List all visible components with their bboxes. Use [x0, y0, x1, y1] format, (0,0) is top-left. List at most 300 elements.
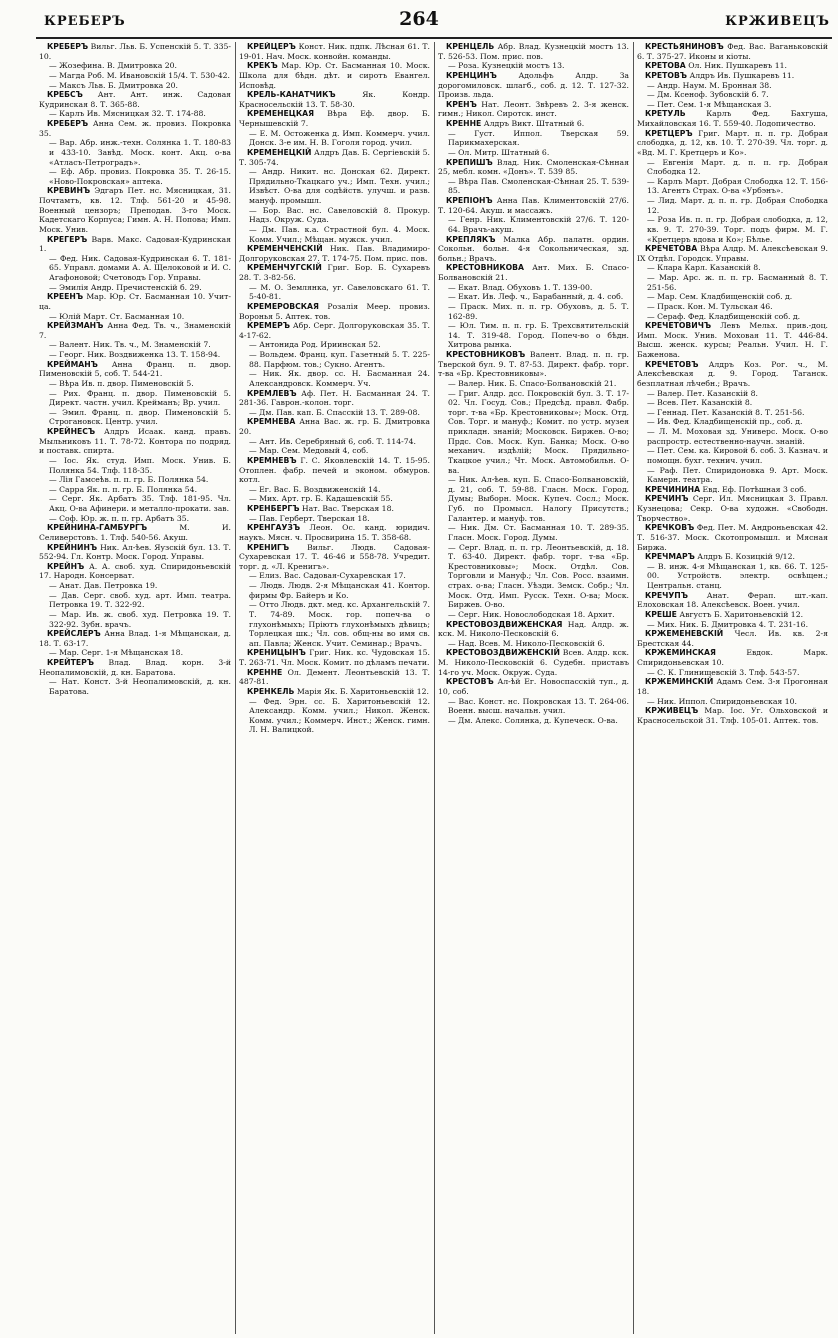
entry-surname: КРЕМЕНЧЕНСКІЙ — [247, 244, 323, 254]
entry-surname: КРЕЧЕТОВИЧЪ — [645, 321, 712, 331]
entry-details: — Роза. Кузнецкій мостъ 13. — [448, 61, 565, 71]
entry-surname: КРЕТОВА — [645, 61, 686, 71]
entry-surname: КРЕПІОНЪ — [446, 196, 493, 205]
entry-details: — С. К. Глинищевскій 3. Тлф. 543-57. — [647, 667, 800, 677]
directory-entry — [239, 340, 430, 350]
entry-details: Вильг. Льв. Б. Успенскій 5. Т. 335-10. — [39, 42, 231, 61]
entry-details: — Мар. Сем. Медовый 4, соб. — [249, 446, 369, 456]
directory-entry — [637, 446, 828, 465]
column-2 — [235, 42, 434, 1334]
entry-details: — Густ. Иппол. Тверская 59. Парикмахерская. — [448, 128, 629, 148]
page-header — [0, 4, 838, 38]
directory-entry — [637, 466, 828, 485]
entry-details: — Антонида Род. Ириинская 52. — [249, 340, 381, 350]
entry-details: — Пет. Сем. кa. Кировой б. соб. 3. Казнач. и помощн. бухг. технич. учил. — [647, 446, 828, 465]
entry-surname: КРЕЧУПЪ — [645, 590, 688, 600]
directory-entry — [239, 668, 430, 687]
entry-details: Анат. Ферап. шт.-кап. Елоховская 18. Алексѣевск. Воен. учил. — [637, 590, 829, 610]
entry-surname: КРЕКЪ — [247, 61, 278, 71]
directory-entry — [637, 706, 828, 725]
directory-entry — [239, 283, 430, 302]
directory-entry — [39, 610, 231, 629]
directory-entry — [239, 389, 430, 408]
entry-details: Ник. Пав. Владимиро-Долгоруковская 27. Т. 174-75. Пом. прис. пов. — [239, 244, 430, 263]
entry-details: Анна Вас. ж. гр. Б. Дмитровка 20. — [239, 417, 430, 436]
directory-entry — [438, 716, 629, 726]
entry-details: — Валер. Пет. Казанскій 8. — [647, 388, 758, 398]
entry-details: Як. Кондр. Красносельскій 13. Т. 58-30. — [239, 90, 430, 109]
entry-surname: КРЕННЕ — [247, 667, 283, 677]
entry-details: Леон. Ос. канд. юридич. наукъ. Мясн. ч. Просвирина 15. Т. 358-68. — [239, 523, 430, 542]
directory-entry — [438, 283, 629, 293]
directory-entry — [39, 494, 231, 513]
directory-entry — [637, 100, 828, 110]
entry-details: — Дм. Пав. кап. Б. Спасскій 13. Т. 289-08. — [249, 407, 420, 417]
entry-details: — Андр. Никит. нс. Донская 62. Директ. Прядильно-Ткацкаго уч.; Имп. Техн. учил.; Извѣст. О-ва для содѣйств. улучш. и разв. мануф. промышл. — [249, 167, 430, 205]
directory-entry — [39, 677, 231, 696]
directory-entry — [637, 244, 828, 263]
entry-details: Левъ Мельх. прив.-доц. Имп. Моск. Унив. Моховая 11. Т. 446-84. Высш. женск. курсы; Реальн. Учил. Н. Г. Баженова. — [637, 321, 828, 359]
entry-details: Вильг. Людв. Садовая-Сухаревская 17. Т. 46-46 и 558-78. Учредит. торг. д. «Л. Кренигъ». — [239, 542, 430, 571]
directory-entry — [39, 81, 231, 91]
directory-entry — [239, 571, 430, 581]
directory-entry — [39, 475, 231, 485]
directory-entry — [637, 321, 828, 360]
directory-entry — [39, 648, 231, 658]
directory-entry — [239, 600, 430, 648]
directory-entry — [438, 119, 629, 129]
directory-entry — [39, 235, 231, 254]
directory-entry — [438, 129, 629, 148]
entry-details: — Е. М. Остоженка д. Имп. Коммерч. учил. Донск. 3-е им. Н. В. Гоголя город. учил. — [249, 128, 430, 148]
directory-entry — [239, 514, 430, 524]
entry-surname: КРЕБЕРЪ — [47, 42, 89, 51]
entry-details: Фед. Пет. М. Андроньевская 42. Т. 516-37. Моск. Скотопромышл. и Мясная Биржа. — [637, 523, 828, 552]
directory-entry — [239, 697, 430, 736]
directory-entry — [239, 61, 430, 90]
directory-entry — [637, 42, 828, 61]
entry-details: Алдръ Дав. Б. Сергіевскій 5. Т. 305-74. — [239, 147, 431, 167]
directory-entry — [637, 494, 828, 523]
entry-details: Августъ Б. Харитоньевскій 12. — [679, 609, 804, 619]
entry-surname: КРЕСТОВНИКОВЪ — [446, 350, 526, 359]
directory-entry — [39, 427, 231, 456]
entry-details: — Ол. Митр. Штатный 6. — [448, 147, 550, 157]
entry-details: Абр. Влад. Кузнецкій мостъ 13. Т. 526-53. Пом. прис. пов. — [438, 42, 629, 61]
directory-entry — [637, 408, 828, 418]
header-rule — [36, 37, 832, 39]
entry-surname: КРЕЛЬ-КАНАТЧИКЪ — [247, 90, 336, 100]
entry-details: Мар. Юр. Ст. Басманная 10. Моск. Школа для бѣдн. дѣт. и сиротъ Евангел. Исповѣд. — [239, 61, 430, 90]
entry-details: — Праск. Кон. М. Тульская 46. — [647, 301, 773, 311]
entry-details: Ол. Демент. Леонтьевскій 13. Т. 487-81. — [239, 667, 430, 687]
directory-entry — [637, 81, 828, 91]
directory-entry — [637, 610, 828, 620]
directory-entry — [39, 581, 231, 591]
entry-details: — Ив. Фед. Кладбищенскій пр., соб. д. — [647, 417, 803, 427]
entry-surname: КРЕЙНЪ — [47, 561, 85, 571]
directory-entry — [39, 138, 231, 167]
entry-surname: КРЕЧМАРЪ — [645, 552, 695, 562]
entry-details: Алдръ Исаак. канд. правъ. Мыльниковъ 11. Т. 78-72. Контора по подряд. и поставк. спирта. — [39, 427, 231, 456]
entry-details: Ант. Ант. инж. Садовая Кудринская 8. Т. 365-88. — [39, 90, 232, 109]
entry-details: М. И. Селиверстовъ. 1. Тлф. 540-56. Акуш. — [39, 523, 231, 542]
entry-details: — Мих. Арт. гр. Б. Кадашевскій 55. — [249, 494, 393, 504]
entry-surname: КРЕШЕ — [645, 609, 677, 619]
entry-details: — Ег. Вас. Б. Воздвиженскій 14. — [249, 484, 381, 494]
entry-details: Мар. Юр. Ст. Басманная 10. Учит-ца. — [39, 292, 231, 311]
directory-entry — [239, 263, 430, 282]
entry-details: Вѣра Еф. двор. Б. Чернышевскій 7. — [239, 109, 430, 128]
directory-entry — [239, 225, 430, 244]
directory-entry — [637, 648, 828, 667]
entry-details: Чесл. Ив. кв. 2-я Брестская 44. — [637, 629, 828, 648]
directory-entry — [239, 417, 430, 436]
directory-entry — [239, 648, 430, 667]
entry-surname: КРЕЧИНИНА — [645, 484, 701, 494]
entry-surname: КРЕНИЦЫНЪ — [247, 648, 306, 658]
entry-surname: КРЕМНЕВЪ — [247, 455, 297, 465]
entry-details: Алдръ Ив. Пушкаревъ 11. — [689, 70, 795, 80]
directory-entry — [438, 389, 629, 476]
entry-details: — Жозефина. В. Дмитровка 20. — [49, 61, 177, 71]
entry-details: Анна Пав. Климентовскій 27/6. Т. 120-64. Акуш. и массажъ. — [438, 196, 629, 215]
directory-entry — [637, 697, 828, 707]
directory-entry — [39, 485, 231, 495]
directory-entry — [637, 215, 828, 244]
entry-details: — Лид. Март. д. п. п. гр. Добрая Слободка 12. — [647, 196, 828, 215]
entry-details: Валент. Влад. п. п. гр. Тверской бул. 9. Т. 87-53. Директ. фабр. торг. т-ва «Бр. Крестовниковы». — [438, 350, 629, 379]
entry-surname: КРЖЕМИНСКАЯ — [645, 648, 716, 658]
directory-entry — [39, 61, 231, 71]
entry-details: — Бор. Вас. нс. Савеловскій 8. Прокур. Надз. Окруж. Суда. — [249, 205, 430, 225]
entry-details: Г. С. Яковлевскій 14. Т. 15-95. Отоплен. фабр. печей и эконом. обмуров. котл. — [239, 455, 430, 485]
entry-details: — Магда Роб. М. Ивановскій 15/4. Т. 530-42. — [49, 70, 230, 80]
entry-details: — Всев. Пет. Казанскій 8. — [647, 398, 753, 408]
entry-details: — Фед. Ник. Садовая-Кудринская 6. Т. 181-65. Управл. домами А. А. Щелоковой и И. С. Агафоновой; Счетоводъ Гор. Управы. — [49, 253, 231, 282]
directory-entry — [438, 350, 629, 379]
directory-entry — [239, 485, 430, 495]
entry-details: — Вѣра Ив. п. двор. Пименовскій 5. — [49, 378, 194, 388]
entry-details: Анна Сем. ж. провиз. Покровка 35. — [39, 119, 231, 138]
entry-details: — Л. М. Моховая зд. Универс. Моск. О-во распростр. естественно-научн. знаній. — [647, 427, 828, 446]
directory-entry — [438, 42, 629, 61]
directory-entry — [637, 389, 828, 399]
directory-entry — [39, 591, 231, 610]
directory-entry — [637, 398, 828, 408]
entry-surname: КРЕЙСЛЕРЪ — [47, 629, 101, 639]
entry-surname: КРЕЙНИНА-ГАМБУРГЪ — [47, 523, 148, 533]
entry-details: Марія Як. Б. Харитоньевскій 12. — [296, 686, 429, 696]
entry-details: — Над. Всев. М. Николо-Песковскій 6. — [448, 638, 605, 648]
entry-details: — Серг. Влад. п. п. гр. Леонтьевскій, д. 18. Т. 63-40. Директ. фабр. торг. т-ва «Бр. Крестовниковы»; Моск. Отдѣл. Сов. Торговли и Мануф.; Чл. Сов. Росс. взаимн. страх. о-ва; Гласн. Уѣзди. Земск. Собр.; Чл. Моск. Отд. Имп. Русск. Техн. О-ва; Моск. Биржев. О-во. — [448, 542, 629, 610]
entry-details: — Максъ Льв. Б. Дмитровка 20. — [49, 80, 178, 90]
entry-details: — М. О. Землянка, уг. Савеловскаго 61. Т. 5-40-81. — [249, 282, 430, 302]
entry-surname: КРЕНИГЪ — [247, 542, 290, 552]
directory-entry — [39, 658, 231, 677]
entry-surname: КРЕЙНЕСЪ — [47, 427, 96, 436]
directory-entry — [438, 639, 629, 649]
directory-entry — [637, 312, 828, 322]
directory-entry — [637, 360, 828, 389]
entry-details: — Мар. Ив. ж. своб. худ. Петровка 19. Т. 322-92. Зубн. врачъ. — [49, 609, 231, 629]
entry-details: Анна Фед. Тв. ч., Знаменскій 7. — [39, 321, 231, 340]
entry-details: — Праск. Мих. п. п. гр. Обуховъ, д. 5. Т. 162-89. — [448, 301, 629, 321]
directory-entry — [438, 100, 629, 119]
entry-details: — Дм. Пав. к.а. Страстной бул. 4. Моск. Комм. Учил.; Мѣщан. мужск. учил. — [249, 224, 430, 244]
directory-entry — [438, 235, 629, 264]
directory-entry — [39, 379, 231, 389]
entry-details: — Эмил. Франц. п. двор. Пименовскій 5. Строгановск. Центр. учил. — [49, 407, 231, 427]
entry-surname: КРЕЙНИНЪ — [47, 542, 98, 552]
directory-entry — [637, 158, 828, 177]
entry-details: Анна Франц. п. двор. Пименовскій 5, соб. Т. 544-21. — [39, 359, 231, 379]
directory-entry — [637, 485, 828, 495]
directory-entry — [239, 369, 430, 388]
directory-entry — [637, 427, 828, 446]
directory-entry — [438, 148, 629, 158]
directory-entry — [637, 177, 828, 196]
entry-surname: КРЕБЕРЪ — [47, 119, 89, 128]
entry-details: — Карлъ Ив. Мясницкая 32. Т. 174-88. — [49, 109, 206, 119]
directory-entry — [637, 591, 828, 610]
directory-entry — [438, 263, 629, 282]
directory-entry — [39, 186, 231, 234]
entry-surname: КРЕЧЕТОВА — [645, 244, 698, 254]
entry-surname: КРЕМЕНЧУГСКІЙ — [247, 263, 322, 273]
entry-details: Алдръ Б. Козицкій 9/12. — [697, 552, 795, 562]
entry-details: Нат. Леонт. Звѣревъ 2. 3-я женск. гимн.; Никол. Сиротск. инст. — [438, 99, 630, 119]
column-4 — [633, 42, 832, 1334]
directory-entry — [438, 475, 629, 523]
entry-surname: КРЕННЕ — [446, 119, 482, 128]
directory-entry — [239, 494, 430, 504]
entry-details: — Нат. Конст. 3-й Неопалимовскій, д. кн. Баратова. — [49, 677, 231, 696]
entry-details: — Ник. Ал-ѣев. куп. Б. Спасо-Болвановскій, д. 21, соб. Т. 59-88. Гласн. Моск. Город. Думы; Выборн. Моск. Купеч. Сосл.; Моск. Губ. по Промысл. Налогу Присутств.; Галантер. и мануф. тов. — [448, 475, 629, 523]
directory-entry — [239, 581, 430, 600]
entry-surname: КРЕТУЛЬ — [645, 109, 686, 119]
entry-details: — Карлъ Март. Добрая Слободка 12. Т. 156-13. Агентъ Страх. О-ва «Урбэнъ». — [647, 176, 828, 196]
entry-details: — Юлій Март. Ст. Басманная 10. — [49, 311, 185, 321]
directory-entry — [438, 292, 629, 302]
entry-details: Влад. Ник. Смоленская-Сѣнная 25, мебл. комн. «Донъ». Т. 539 85. — [438, 157, 629, 177]
directory-entry — [239, 129, 430, 148]
directory-entry — [637, 196, 828, 215]
entry-details: Мар. Іос. Уг. Ольховской и Красносельской 31. Тлф. 105-01. Аптек. тов. — [637, 706, 828, 725]
entry-details: — Дм. Ксеноф. Зубовскій б. 7. — [647, 90, 769, 100]
directory-entry — [39, 408, 231, 427]
entry-details: Ант. Мих. Б. Спасо-Болвановскій 21. — [438, 263, 629, 282]
directory-entry — [39, 523, 231, 542]
entry-details: — Евгенія Март. д. п. п. гр. Добрая Слободка 12. — [647, 157, 828, 177]
entry-surname: КРЕВИНЪ — [47, 186, 91, 196]
directory-entry — [637, 417, 828, 427]
directory-entry — [239, 446, 430, 456]
directory-entry — [39, 321, 231, 340]
entry-details: Фед. Вас. Ваганьковскій 6. Т. 375-27. Иконы и кіоты. — [637, 42, 828, 61]
entry-surname: КРЕНБЕРГЪ — [247, 504, 300, 513]
directory-entry — [438, 177, 629, 196]
entry-details: Анна Влад. 1-я Мѣщанская, д. 18. Т. 63-17. — [39, 629, 231, 648]
entry-details: Аф. Пет. Н. Басманная 24. Т. 281-36. Гаврон.-колон. торг. — [239, 388, 430, 408]
entry-details: Григ. Ник. кс. Чудовская 15. Т. 263-71. Чл. Моск. Комит. по дѣламъ печати. — [239, 648, 430, 667]
directory-entry — [239, 523, 430, 542]
directory-entry — [637, 552, 828, 562]
entry-details: — Отто Людв. дкт. мед. кс. Архангельскій 7. Т. 74-89. Моск. гор. попеч-ва о глухонѣмыхъ; Пріютъ глухонѣмыхъ дѣвицъ; Торлецкая шк.; Чл. сов. общ-ны во имя св. ап. Павла; Женск. Учит. Семинар.; Врачъ. — [249, 600, 430, 648]
entry-details: Алдръ Коз. Рог. ч., М. Алексѣевская д. 9. Город. Таганск. безплатная лѣчебн.; Врачъ. — [637, 359, 828, 388]
entry-surname: КРЕЙЦЕРЪ — [247, 42, 296, 51]
directory-entry — [438, 697, 629, 716]
directory-entry — [39, 254, 231, 283]
directory-entry — [39, 119, 231, 138]
entry-surname: КРЕЙТЕРЪ — [47, 658, 94, 667]
entry-details: — Андр. Наум. М. Бронная 38. — [647, 80, 772, 90]
entry-surname: КРЕПЛЯКЪ — [446, 234, 496, 244]
directory-entry — [239, 456, 430, 485]
entry-details: — Еф. Абр. провиз. Покровка 35. Т. 26-15. «Ново-Покровская» аптека. — [49, 167, 231, 186]
directory-entry — [39, 360, 231, 379]
entry-details: Конст. Ник. пдпк. Лѣсная 61. Т. 19-01. Нач. Моск. конвойн. команды. — [239, 42, 431, 61]
entry-details: — Эмилія Андр. Пречистенскій б. 29. — [49, 282, 202, 292]
entry-details: — Вар. Абр. инж.-техн. Солянка 1. Т. 180-83 и 433-10. Завѣд. Моск. конт. Акц. о-ва «Атласъ-Петроградъ». — [49, 138, 231, 167]
entry-details: — Валер. Ник. Б. Спасо-Болвановскій 21. — [448, 378, 617, 388]
running-head-right: КРЖИВЕЦЪ — [725, 14, 830, 29]
directory-entry — [239, 167, 430, 206]
directory-entry — [637, 302, 828, 312]
directory-entry — [438, 61, 629, 71]
entry-surname: КРЕНКЕЛЬ — [247, 686, 295, 696]
entry-surname: КРЕМЛЕВЪ — [247, 388, 297, 398]
entry-details: — Геннад. Пет. Казанскій 8. Т. 251-56. — [647, 407, 805, 417]
entry-details: Адамъ Сем. 3-я Прогонная 18. — [637, 677, 828, 696]
entry-surname: КРЕМЕНЕЦКІЙ — [247, 147, 312, 157]
directory-entry — [637, 562, 828, 591]
directory-entry — [39, 350, 231, 360]
directory-entry — [438, 379, 629, 389]
entry-surname: КРЕЧЕТОВЪ — [645, 359, 699, 369]
directory-entry — [637, 71, 828, 81]
entry-surname: КРЖЕМЕНЕВСКІЙ — [645, 629, 724, 639]
directory-entry — [438, 158, 629, 177]
entry-details: — Мар. Сем. Кладбищенскій соб. д. — [647, 292, 793, 302]
entry-surname: КРЕМНЕВА — [247, 417, 296, 427]
directory-entry — [239, 543, 430, 572]
directory-entry — [239, 244, 430, 263]
entry-details: — Генр. Ник. Климентовскій 27/6. Т. 120-64. Врачъ-акуш. — [448, 215, 629, 234]
entry-details: Алдръ Викт. Штатный 6. — [483, 119, 585, 128]
entry-details: — Дав. Серг. своб. худ. арт. Имп. театра. Петровка 19. Т. 322-92. — [49, 590, 231, 610]
directory-entry — [438, 523, 629, 542]
entry-surname: КРЕБСЪ — [47, 90, 83, 100]
entry-details: Влад. Влад. корн. 3-й Неопалимовскій, д. кн. Баратова. — [39, 658, 231, 677]
directory-entry — [637, 292, 828, 302]
directory-entry — [39, 389, 231, 408]
directory-entry — [39, 340, 231, 350]
entry-details: — Пав. Герберт. Тверская 18. — [249, 513, 370, 523]
entry-surname: КРЖЕМИНСКІЙ — [645, 677, 714, 687]
entry-details: — Сарра Як. п. п. гр. Б. Полянка 54. — [49, 484, 198, 494]
directory-entry — [39, 562, 231, 581]
entry-details: Адольфъ Алдр. За дорогомиловск. шлагб., соб. д. 12. Т. 127-32. Произв. льда. — [438, 70, 629, 100]
directory-entry — [637, 620, 828, 630]
entry-details: Абр. Серг. Долгоруковская 35. Т. 4-17-62. — [239, 321, 430, 340]
column-1 — [36, 42, 235, 1334]
entry-details: Вѣра Алдр. М. Алексѣевская 9. IX Отдѣл. Городск. Управы. — [637, 244, 828, 263]
entry-details: Малка Абр. палатн. ордин. Сокольн. больн. 4-я Сокольническая, зд. больн.; Врачъ. — [438, 234, 629, 263]
directory-entry — [637, 90, 828, 100]
directory-entry — [239, 350, 430, 369]
directory-entry — [438, 302, 629, 321]
entry-details: — Валент. Ник. Тв. ч., М. Знаменскій 7. — [49, 340, 211, 350]
entry-details: Ол. Ник. Пушкаревъ 11. — [688, 61, 787, 71]
entry-details: — Вѣра Пав. Смоленская-Сѣнная 25. Т. 539-85. — [448, 176, 629, 196]
entry-details: — В. инж. 4-я Мѣщанская 1, кв. 66. Т. 125-00. Устройств. электр. освѣщен.; Центральн. станц. — [647, 561, 828, 590]
entry-details: Над. Алдр. ж. кск. М. Николо-Песковскій 6. — [438, 619, 629, 639]
entry-details: Всев. Алдр. кск. М. Николо-Песковскій 6. Судебн. приставъ 14-го уч. Моск. Окруж. Суда. — [438, 648, 629, 677]
column-3 — [434, 42, 633, 1334]
entry-details: — Серг. Як. Арбатъ 35. Тлф. 181-95. Чл. Акц. О-ва Афинери. и металло-прокати. зав. — [49, 494, 231, 513]
directory-entry — [438, 543, 629, 610]
columns-area — [36, 42, 832, 1334]
entry-surname: КРЕСТОВНИКОВА — [446, 263, 524, 273]
entry-details: — Анат. Дав. Петровка 19. — [49, 581, 158, 590]
entry-surname: КРЕТОВЪ — [645, 70, 688, 80]
directory-entry — [637, 677, 828, 696]
entry-details: Ал-ѣй Ег. Новоспасскій туп., д. 10, соб. — [438, 677, 629, 696]
entry-details: — Ник. Иппол. Спиридоньевская 10. — [647, 696, 797, 706]
entry-surname: КРЕМЕРЪ — [247, 321, 290, 331]
directory-entry — [239, 687, 430, 697]
entry-surname: КРЕЧКОВЪ — [645, 523, 695, 533]
entry-details: — Лія Гамсеѣв. п. п. гр. Б. Полянка 54. — [49, 475, 209, 485]
directory-entry — [637, 61, 828, 71]
entry-details: — Іос. Як. студ. Имп. Моск. Унив. Б. Полянка 54. Тлф. 118-35. — [49, 455, 231, 475]
directory-entry — [239, 109, 430, 128]
entry-details: — Рих. Франц. п. двор. Пименовскій 5. Директ. частн. учил. Крейманъ; Вр. учил. — [49, 388, 231, 408]
entry-details: — Фед. Эрн. сс. Б. Харитоньевскій 12. Александр. Комм. учил.; Никол. Женск. Комм. учил.; Коммерч. Инст.; Женск. гимн. Л. Н. Валицкой. — [249, 696, 430, 735]
directory-entry — [39, 514, 231, 524]
directory-entry — [637, 109, 828, 128]
entry-surname: КРЕНГАУЗЪ — [247, 523, 301, 533]
entry-details: — Мар. Серг. 1-я Мѣщанская 18. — [49, 648, 184, 658]
directory-entry — [438, 648, 629, 677]
entry-details: Ник. Ал-ѣев. Яузскій бул. 13. Т. 552-94. Гл. Контр. Моск. Город. Управы. — [39, 542, 231, 562]
entry-details: — Георг. Ник. Воздвиженка 13. Т. 158-94. — [49, 350, 221, 359]
directory-entry — [438, 196, 629, 215]
directory-entry — [438, 71, 629, 100]
entry-surname: КРЕМЕНЕЦКАЯ — [247, 109, 315, 119]
directory-entry — [39, 42, 231, 61]
directory-entry — [239, 206, 430, 225]
entry-details: — Елиз. Вас. Садовая-Сухаревская 17. — [249, 571, 406, 581]
entry-details: — Раф. Пет. Спиридоновка 9. Арт. Моск. Камерн. театра. — [647, 465, 828, 485]
entry-details: — Соф. Юр. ж. п. п. гр. Арбатъ 35. — [49, 513, 190, 523]
entry-details: Розалія Меер. провиз. Воронья 5. Аптек. тов. — [239, 301, 430, 321]
directory-entry — [637, 668, 828, 678]
entry-details: Варв. Макс. Садовая-Кудринская 1. — [39, 234, 231, 254]
directory-entry — [438, 215, 629, 234]
entry-surname: КРЕЧИНЪ — [645, 494, 689, 504]
directory-entry — [637, 129, 828, 158]
directory-entry — [239, 437, 430, 447]
entry-details: — Ник. Як. двор. сс. Н. Басманная 24. Александровск. Коммерч. Уч. — [249, 369, 430, 388]
entry-details: Карлъ Фед. Бахгуша, Михайловская 16. Т. 559-40. Лодопичество. — [637, 109, 828, 128]
entry-details: Нат. Вас. Тверская 18. — [301, 504, 394, 513]
directory-entry — [39, 167, 231, 186]
directory-entry — [637, 263, 828, 273]
directory-entry — [39, 90, 231, 109]
entry-surname: КРЕЙМАНЪ — [47, 359, 98, 369]
